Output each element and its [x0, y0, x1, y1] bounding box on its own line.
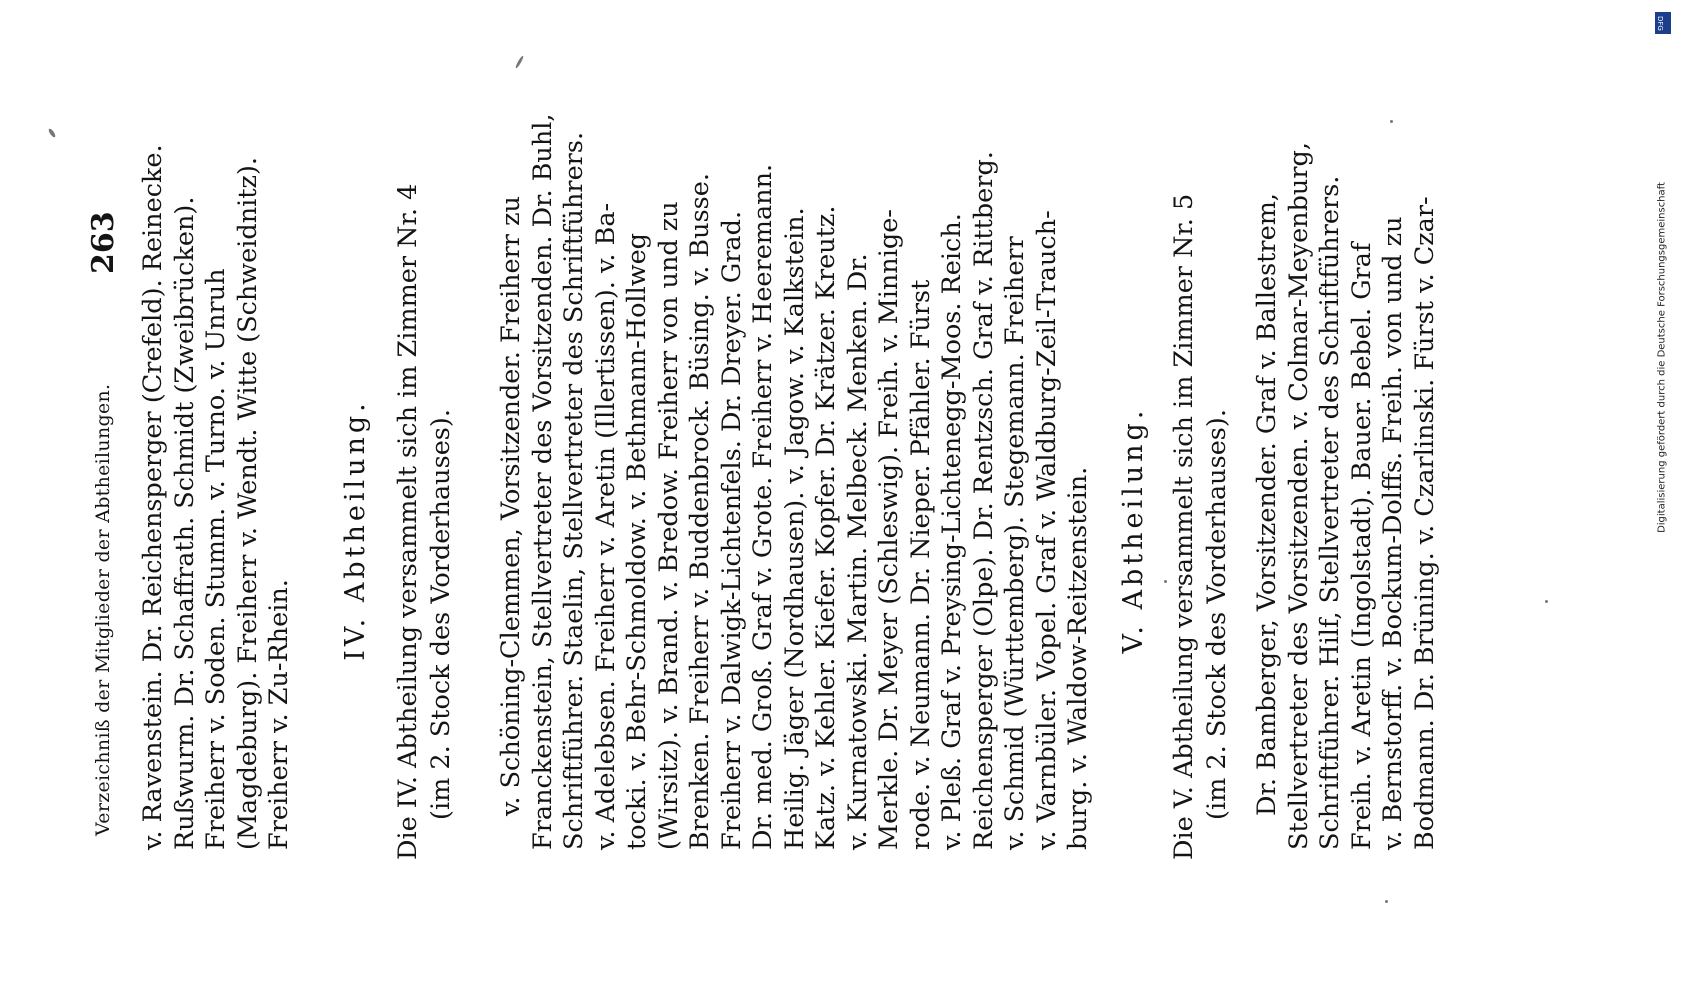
text-line: v. Ravenstein. Dr. Reichensperger (Crefeld). Reinecke.	[138, 144, 168, 850]
text-line: tocki. v. Behr-Schmoldow. v. Bethmann-Hollweg	[622, 233, 652, 850]
text-line: Freiherr v. Dalwigk-Lichtenfels. Dr. Dreyer. Grad.	[716, 210, 747, 850]
scan-speck	[1545, 600, 1548, 603]
intro-line: (im 2. Stock des Vorderhauses).	[426, 409, 456, 820]
scan-speck	[1390, 120, 1393, 123]
intro-line: Die IV. Abtheilung versammelt sich im Zimmer Nr. 4	[393, 183, 423, 860]
text-line: Freiherr v. Soden. Stumm. v. Turno. v. Unruh	[201, 268, 231, 850]
text-line: Brenken. Freiherr v. Buddenbrock. Büsing. v. Busse.	[685, 173, 715, 850]
text-line: v. Pleß. Graf v. Preysing-Lichtenegg-Moos. Reich.	[937, 213, 967, 850]
section-iv-member-list	[496, 113, 1095, 850]
intro-line: Die V. Abtheilung versammelt sich im Zimmer Nr. 5	[1169, 193, 1199, 860]
section-heading-v: V. Abtheilung.	[1118, 406, 1149, 654]
section-v-member-list	[1252, 142, 1441, 850]
scan-speck	[1164, 580, 1167, 583]
text-line: Bodmann. Dr. Brüning. v. Czarlinski. Fürst v. Czar-	[1409, 196, 1440, 850]
text-line: Merkle. Dr. Meyer (Schleswig). Freih. v. Minnige-	[874, 209, 904, 850]
text-line: Stellvertreter des Vorsitzenden. v. Colmar-Meyenburg,	[1283, 142, 1314, 850]
text-line: Heilig. Jäger (Nordhausen). v. Jagow. v. Kalkstein.	[779, 207, 810, 850]
running-head	[86, 211, 128, 906]
text-line: Schriftführer. Staelin, Stellvertreter des Schriftführers.	[559, 131, 589, 850]
text-line: v. Schmid (Württemberg). Stegemann. Freiherr	[1000, 236, 1030, 850]
text-line: burg. v. Waldow-Reitzenstein.	[1063, 466, 1093, 850]
text-line: Reichensperger (Olpe). Dr. Rentzsch. Graf v. Rittberg.	[968, 151, 999, 850]
text-line: rode. v. Neumann. Dr. Nieper. Pfähler. Fürst	[905, 279, 936, 850]
digitization-credit-text: Digitalisierung gefördert durch die Deutsche Forschungsgemeinschaft	[1656, 182, 1668, 533]
text-line: Dr. Bamberger, Vorsitzender. Graf v. Ballestrem,	[1252, 193, 1282, 816]
digitization-credit	[1652, 12, 1672, 702]
text-line: Freiherr v. Zu-Rhein.	[264, 579, 294, 850]
scan-speck	[1385, 900, 1388, 903]
text-line: (Magdeburg). Freiherr v. Wendt. Witte (Schweidnitz).	[232, 156, 263, 850]
intro-line: (im 2. Stock des Vorderhauses).	[1202, 409, 1232, 820]
page-number: 263	[86, 211, 121, 274]
text-line: Dr. med. Groß. Graf v. Grote. Freiherr v. Heeremann.	[748, 163, 778, 850]
section-iv-intro	[392, 183, 458, 860]
text-line: v. Adelebsen. Freiherr v. Aretin (Illertissen). v. Ba-	[590, 202, 621, 850]
dfg-logo: DFG	[1655, 12, 1671, 34]
running-head-title: Verzeichniß der Mitglieder der Abtheilungen.	[92, 383, 114, 836]
text-line: v. Bernstorff. v. Bockum-Dolffs. Freih. von und zu	[1378, 216, 1408, 850]
text-line: Freih. v. Aretin (Ingolstadt). Bauer. Bebel. Graf	[1346, 242, 1377, 850]
text-line: (Wirsitz). v. Brand. v. Bredow. Freiherr von und zu	[653, 201, 684, 850]
section-v-intro	[1168, 193, 1234, 860]
member-list-continuation	[138, 144, 296, 850]
section-heading-iv: IV. Abtheilung.	[340, 399, 371, 661]
text-line: v. Kurnatowski. Martin. Melbeck. Menken. Dr.	[842, 253, 873, 850]
text-line: v. Varnbüler. Vopel. Graf v. Waldburg-Zeil-Trauch-	[1031, 210, 1062, 850]
text-line: Rußwurm. Dr. Schaffrath. Schmidt (Zweibrücken).	[169, 196, 200, 850]
text-line: Franckenstein, Stellvertreter des Vorsitzenden. Dr. Buhl,	[527, 113, 558, 850]
text-line: Katz. v. Kehler. Kiefer. Kopfer. Dr. Krätzer. Kreutz.	[811, 205, 841, 850]
text-line: v. Schöning-Clemmen, Vorsitzender. Freiherr zu	[496, 196, 526, 816]
text-line: Schriftführer. Hilf, Stellvertreter des Schriftführers.	[1315, 175, 1345, 850]
